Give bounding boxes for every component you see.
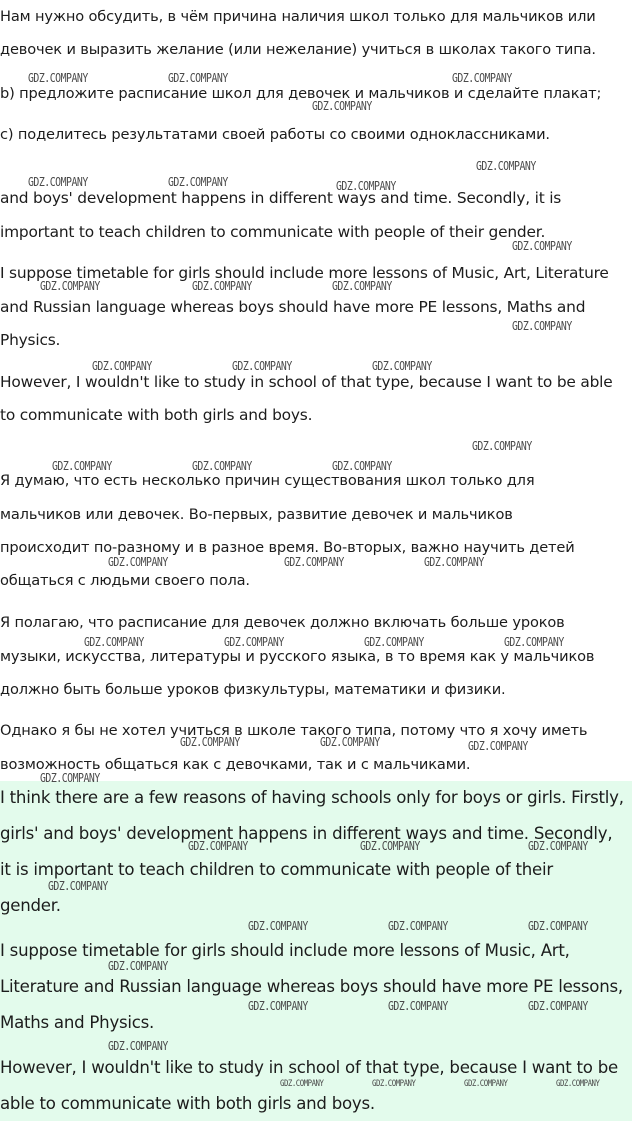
answer-line-1: and boys' development happens in different ways and time. Secondly, it is <box>0 189 562 207</box>
full-answer-line-7: Maths and Physics. <box>0 1013 155 1032</box>
full-answer-line-6: Literature and Russian language whereas boys should have more PE lessons, <box>0 977 623 996</box>
full-answer-line-9: able to communicate with both girls and boys. <box>0 1094 375 1113</box>
translation-line-7: должно быть больше уроков физкультуры, математики и физики. <box>0 681 506 698</box>
full-answer-line-2: girls' and boys' development happens in different ways and time. Secondly, <box>0 824 613 843</box>
watermark: GDZ.COMPANY <box>372 359 432 373</box>
watermark: GDZ.COMPANY <box>452 71 512 85</box>
watermark: GDZ.COMPANY <box>108 1039 168 1053</box>
watermark: GDZ.COMPANY <box>180 735 240 749</box>
watermark: GDZ.COMPANY <box>40 279 100 293</box>
watermark: GDZ.COMPANY <box>312 99 372 113</box>
watermark: GDZ.COMPANY <box>188 839 248 853</box>
answer-line-3: I suppose timetable for girls should include more lessons of Music, Art, Literature <box>0 264 609 282</box>
translation-line-8: Однако я бы не хотел учиться в школе такого типа, потому что я хочу иметь <box>0 722 588 739</box>
watermark: GDZ.COMPANY <box>372 1079 416 1089</box>
full-answer-line-5: I suppose timetable for girls should include more lessons of Music, Art, <box>0 941 570 960</box>
watermark: GDZ.COMPANY <box>48 879 108 893</box>
task-line-1: Нам нужно обсудить, в чём причина наличия школ только для мальчиков или <box>0 8 596 25</box>
watermark: GDZ.COMPANY <box>332 279 392 293</box>
task-line-2: девочек и выразить желание (или нежелание) учиться в школах такого типа. <box>0 41 596 58</box>
watermark: GDZ.COMPANY <box>168 175 228 189</box>
watermark: GDZ.COMPANY <box>192 459 252 473</box>
answer-line-5: Physics. <box>0 331 61 349</box>
watermark: GDZ.COMPANY <box>248 919 308 933</box>
watermark: GDZ.COMPANY <box>468 739 528 753</box>
watermark: GDZ.COMPANY <box>476 159 536 173</box>
translation-line-5: Я полагаю, что расписание для девочек должно включать больше уроков <box>0 614 565 631</box>
watermark: GDZ.COMPANY <box>92 359 152 373</box>
answer-line-4: and Russian language whereas boys should have more PE lessons, Maths and <box>0 298 586 316</box>
watermark: GDZ.COMPANY <box>388 999 448 1013</box>
watermark: GDZ.COMPANY <box>336 179 396 193</box>
watermark: GDZ.COMPANY <box>528 839 588 853</box>
watermark: GDZ.COMPANY <box>472 439 532 453</box>
watermark: GDZ.COMPANY <box>168 71 228 85</box>
watermark: GDZ.COMPANY <box>192 279 252 293</box>
full-answer-line-4: gender. <box>0 896 61 915</box>
translation-line-3: происходит по-разному и в разное время. Во-вторых, важно научить детей <box>0 539 575 556</box>
watermark: GDZ.COMPANY <box>528 919 588 933</box>
watermark: GDZ.COMPANY <box>512 319 572 333</box>
full-answer-line-8: However, I wouldn't like to study in school of that type, because I want to be <box>0 1058 618 1077</box>
translation-line-4: общаться с людьми своего пола. <box>0 572 250 589</box>
translation-line-2: мальчиков или девочек. Во-первых, развитие девочек и мальчиков <box>0 506 513 523</box>
watermark: GDZ.COMPANY <box>224 635 284 649</box>
watermark: GDZ.COMPANY <box>108 555 168 569</box>
full-answer-line-1: I think there are a few reasons of having schools only for boys or girls. Firstly, <box>0 788 624 807</box>
translation-line-1: Я думаю, что есть несколько причин существования школ только для <box>0 472 535 489</box>
watermark: GDZ.COMPANY <box>40 771 100 785</box>
watermark: GDZ.COMPANY <box>464 1079 508 1089</box>
watermark: GDZ.COMPANY <box>528 999 588 1013</box>
watermark: GDZ.COMPANY <box>232 359 292 373</box>
answer-line-2: important to teach children to communicate with people of their gender. <box>0 223 546 241</box>
task-item-b: b) предложите расписание школ для девочек и мальчиков и сделайте плакат; <box>0 85 602 102</box>
watermark: GDZ.COMPANY <box>248 999 308 1013</box>
answer-line-6: However, I wouldn't like to study in school of that type, because I want to be able <box>0 373 613 391</box>
watermark: GDZ.COMPANY <box>360 839 420 853</box>
watermark: GDZ.COMPANY <box>388 919 448 933</box>
watermark: GDZ.COMPANY <box>280 1079 324 1089</box>
watermark: GDZ.COMPANY <box>28 71 88 85</box>
watermark: GDZ.COMPANY <box>108 959 168 973</box>
watermark: GDZ.COMPANY <box>556 1079 600 1089</box>
translation-line-9: возможность общаться как с девочками, так и с мальчиками. <box>0 756 471 773</box>
watermark: GDZ.COMPANY <box>364 635 424 649</box>
watermark: GDZ.COMPANY <box>332 459 392 473</box>
watermark: GDZ.COMPANY <box>320 735 380 749</box>
answer-line-7: to communicate with both girls and boys. <box>0 406 313 424</box>
watermark: GDZ.COMPANY <box>512 239 572 253</box>
full-answer-line-3: it is important to teach children to communicate with people of their <box>0 860 553 879</box>
watermark: GDZ.COMPANY <box>284 555 344 569</box>
watermark: GDZ.COMPANY <box>424 555 484 569</box>
watermark: GDZ.COMPANY <box>84 635 144 649</box>
translation-line-6: музыки, искусства, литературы и русского языка, в то время как у мальчиков <box>0 648 595 665</box>
watermark: GDZ.COMPANY <box>28 175 88 189</box>
watermark: GDZ.COMPANY <box>52 459 112 473</box>
watermark: GDZ.COMPANY <box>504 635 564 649</box>
task-item-c: c) поделитесь результатами своей работы со своими одноклассниками. <box>0 126 550 143</box>
